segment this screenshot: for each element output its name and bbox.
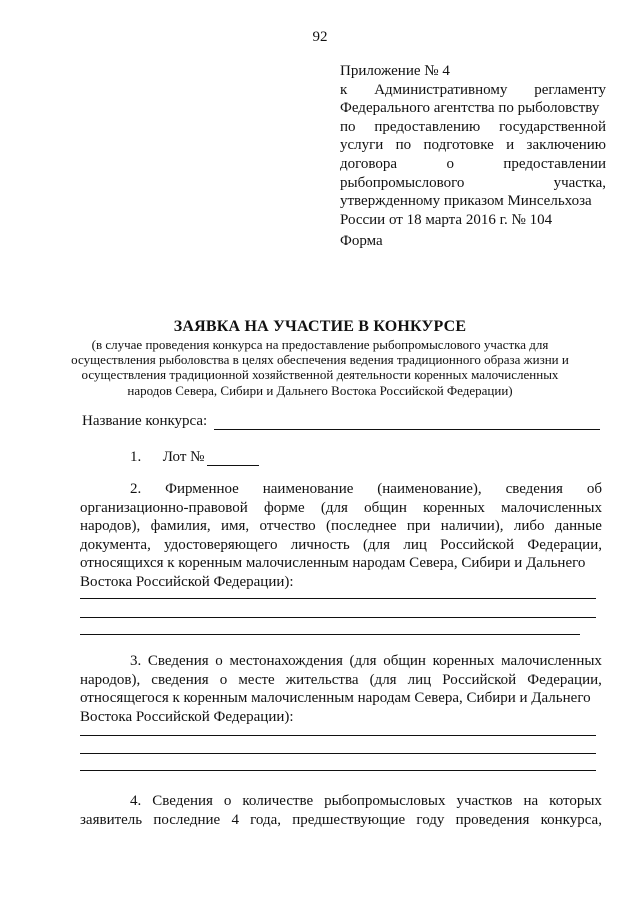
word: проведения: [455, 811, 530, 828]
lot-number-field[interactable]: [207, 465, 259, 466]
item-2-fill-line[interactable]: [80, 617, 596, 618]
word: (для: [369, 671, 397, 688]
word: рыбопромыслового: [340, 174, 465, 191]
word: Федерации,: [527, 536, 602, 553]
word: о: [219, 671, 228, 688]
subtitle-line: (в случае проведения конкурса на предоставление рыбопромыслового участка для: [91, 337, 549, 352]
form-label: Форма: [340, 233, 383, 249]
word: заявитель: [80, 811, 143, 828]
item-3-line: относящегося к коренным малочисленным народам Севера, Сибири и Дальнего: [80, 690, 591, 706]
item-3-paragraph: [80, 652, 602, 726]
word: подготовке: [423, 137, 494, 154]
word: последние: [153, 811, 221, 828]
appendix-line: [340, 81, 606, 100]
appendix-line: утвержденному приказом Минсельхоза: [340, 193, 592, 210]
item-4-paragraph: [80, 792, 602, 829]
item-2-line: Востока Российской Федерации):: [80, 573, 294, 590]
item-1-label: Лот №: [162, 449, 205, 465]
word: (последнее: [326, 518, 397, 534]
word: услуги: [340, 137, 384, 154]
word: отчество: [259, 518, 316, 534]
word: предшествующие: [292, 811, 406, 828]
word: года,: [250, 811, 282, 828]
word: либо: [513, 518, 545, 534]
word: (для: [349, 653, 377, 669]
item-2-line: [80, 499, 602, 518]
item-2-fill-line[interactable]: [80, 634, 580, 635]
word: местонахождения: [229, 653, 343, 669]
word: месте: [238, 671, 275, 688]
subtitle-line: осуществления рыболовства в целях обеспечения ведения традиционного образа жизни и: [71, 352, 569, 368]
word: лиц: [403, 536, 427, 553]
contest-name-label: Название конкурса:: [82, 413, 208, 429]
word: имя,: [221, 518, 250, 534]
word: сведения: [505, 481, 563, 497]
word: предоставлению: [374, 118, 481, 135]
page-number: 92: [312, 29, 328, 45]
word: (наименование),: [377, 481, 482, 497]
word: к: [340, 81, 348, 98]
word: коренных: [432, 653, 495, 669]
word: которых: [549, 793, 602, 809]
word: личность: [290, 536, 350, 553]
item-2-line: [80, 480, 602, 499]
subtitle-line: осуществления традиционной хозяйственной деятельности коренных малочисленных: [81, 367, 559, 383]
word: конкурса,: [540, 811, 602, 828]
word: рыбопромысловых: [324, 793, 446, 809]
contest-name-field[interactable]: [214, 429, 600, 430]
appendix-line: Федерального агентства по рыболовству: [340, 100, 600, 117]
word: лиц: [407, 671, 432, 688]
word: народов),: [80, 671, 141, 688]
word: малочисленных: [501, 653, 602, 669]
word: Административному: [374, 81, 508, 98]
item-3-line: [80, 652, 602, 671]
appendix-line: [340, 136, 606, 155]
word: заключению: [526, 137, 606, 154]
item-1-lot: [130, 449, 204, 466]
item-2-fill-line[interactable]: [80, 598, 596, 599]
subtitle-line: народов Севера, Сибири и Дальнего Востока Российской Федерации): [127, 382, 513, 398]
item-3-fill-line[interactable]: [80, 753, 596, 754]
word: на: [523, 793, 539, 809]
word: участка,: [553, 174, 606, 191]
word: форме: [263, 499, 305, 516]
word: Фирменное: [165, 481, 239, 497]
appendix-line: [340, 118, 606, 137]
word: удостоверяющего: [164, 536, 278, 553]
word: общин: [364, 499, 407, 516]
word: Сведения: [152, 793, 213, 809]
word: Российской: [440, 536, 515, 553]
item-3-fill-line[interactable]: [80, 735, 596, 736]
word: (для: [320, 499, 348, 516]
word: общин: [383, 653, 426, 669]
word: Российской: [442, 671, 517, 688]
item-2-paragraph: [80, 480, 602, 591]
appendix-header: [340, 62, 606, 229]
word: Сведения: [147, 653, 209, 669]
word: данные: [554, 518, 602, 534]
word: (для: [363, 536, 391, 553]
word: о: [223, 793, 232, 809]
item-3-fill-line[interactable]: [80, 770, 596, 771]
word: предоставлении: [503, 155, 606, 172]
item-4-line: [80, 811, 602, 830]
word: коренных: [423, 499, 485, 516]
word: и: [506, 137, 515, 154]
word: народов),: [80, 518, 141, 534]
word: году: [416, 811, 445, 828]
item-3-line: [80, 671, 602, 690]
appendix-line: [340, 155, 606, 174]
word: регламенту: [534, 81, 606, 98]
word: о: [215, 653, 223, 669]
word: 4.: [130, 793, 142, 809]
word: малочисленных: [501, 499, 602, 516]
word: об: [586, 481, 602, 497]
application-subtitle: [60, 337, 580, 398]
word: жительства: [285, 671, 359, 688]
word: государственной: [499, 118, 606, 135]
word: 4: [231, 811, 239, 828]
application-title: ЗАЯВКА НА УЧАСТИЕ В КОНКУРСЕ: [173, 318, 467, 335]
word: сведения: [151, 671, 209, 688]
item-2-line: относящихся к коренным малочисленным народам Севера, Сибири и Дальнего: [80, 555, 586, 571]
item-3-line: Востока Российской Федерации):: [80, 708, 294, 725]
appendix-line: России от 18 марта 2016 г. № 104: [340, 211, 553, 228]
word: Федерации,: [527, 671, 602, 688]
word: организационно-правовой: [80, 499, 248, 516]
word: при: [406, 518, 431, 534]
word: участков: [456, 793, 513, 809]
word: количестве: [242, 793, 314, 809]
item-2-line: [80, 517, 602, 536]
word: документа,: [80, 536, 151, 553]
appendix-line: Приложение № 4: [340, 63, 450, 79]
word: о: [446, 155, 454, 172]
item-1-number: 1.: [130, 449, 142, 465]
word: 2.: [130, 481, 142, 497]
item-2-line: [80, 536, 602, 555]
word: по: [340, 118, 356, 135]
item-4-line: [80, 792, 602, 811]
word: по: [395, 137, 412, 154]
appendix-line: [340, 174, 606, 193]
word: наименование: [262, 481, 354, 497]
word: фамилия,: [150, 518, 211, 534]
word: договора: [340, 155, 398, 172]
word: 3.: [130, 653, 142, 669]
word: наличии),: [440, 518, 504, 534]
